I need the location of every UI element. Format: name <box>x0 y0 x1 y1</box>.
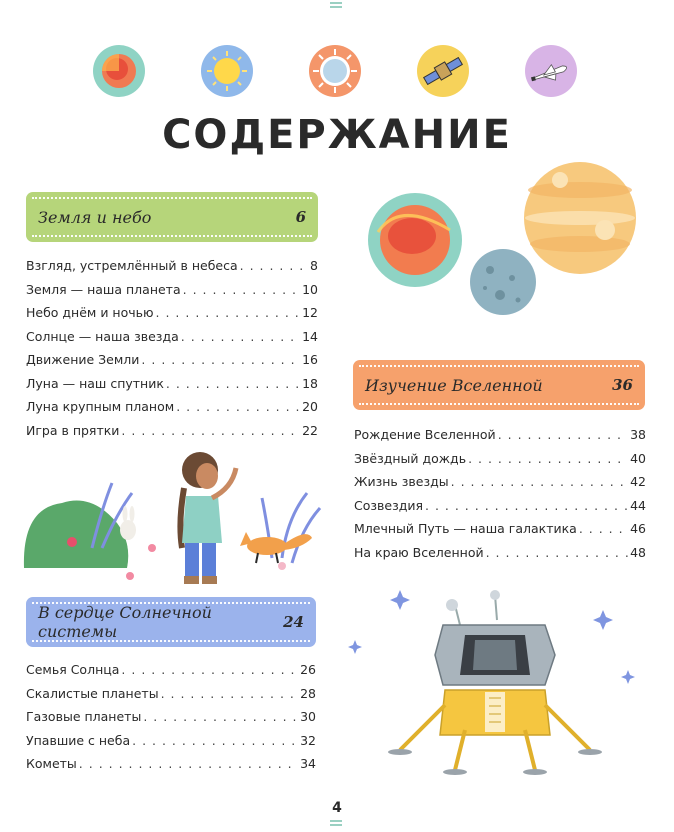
earth-planet-icon <box>368 193 462 287</box>
toc-item-page: 18 <box>302 375 318 391</box>
toc-item[interactable] <box>26 686 316 710</box>
top-marker <box>330 2 342 12</box>
lunar-module-icon <box>388 590 602 775</box>
section-title: В сердце Солнечной системы <box>38 603 212 641</box>
toc-item-title: Земля — наша планета <box>26 281 181 297</box>
toc-item[interactable] <box>26 376 318 400</box>
section-header-universe[interactable] <box>353 360 645 410</box>
section-page: 36 <box>612 376 633 394</box>
toc-item-page: 14 <box>302 328 318 344</box>
toc-item-page: 44 <box>630 497 646 513</box>
toc-item-title: Луна крупным планом <box>26 399 175 414</box>
toc-item-page: 12 <box>302 305 318 320</box>
section-header-earth-sky[interactable] <box>26 192 318 242</box>
toc-item-title: Небо днём и ночью <box>26 305 154 320</box>
section-page: 24 <box>283 613 304 631</box>
toc-item-title: Солнце — наша звезда <box>26 328 179 344</box>
section-title: Изучение Вселенной <box>365 375 543 395</box>
toc-item-page: 16 <box>302 352 318 367</box>
page-number: 4 <box>332 800 342 816</box>
toc-item-page: 30 <box>300 709 316 724</box>
toc-item-title: Семья Солнца <box>26 662 120 677</box>
rocky-planet-icon <box>470 249 536 315</box>
toc-item-page: 20 <box>302 399 318 414</box>
toc-item-title: На краю Вселенной <box>354 544 484 560</box>
toc-item-page: 10 <box>302 281 318 297</box>
toc-item-page: 28 <box>300 685 316 701</box>
toc-item-title: Взгляд, устремлённый в небеса <box>26 258 238 273</box>
toc-item-title: Созвездия <box>354 497 424 513</box>
toc-item-title: Луна — наш спутник <box>26 375 164 391</box>
toc-item-page: 22 <box>302 422 318 438</box>
toc-item-page: 38 <box>630 427 646 442</box>
earth-layers-icon <box>93 45 145 97</box>
toc-item[interactable] <box>26 662 316 686</box>
toc-item-title: Млечный Путь — наша галактика <box>354 521 577 536</box>
toc-item[interactable] <box>354 521 646 545</box>
toc-item[interactable] <box>354 498 646 522</box>
page-title: СОДЕРЖАНИЕ <box>162 112 512 158</box>
toc-list-earth-sky <box>26 258 318 446</box>
toc-item-title: Рождение Вселенной <box>354 427 496 442</box>
toc-list-universe <box>354 427 646 568</box>
toc-item[interactable] <box>26 709 316 733</box>
toc-item-title: Движение Земли <box>26 352 140 367</box>
toc-item-title: Жизнь звезды <box>354 474 449 489</box>
toc-item-page: 34 <box>300 756 316 771</box>
toc-item[interactable] <box>354 474 646 498</box>
toc-item[interactable] <box>26 352 318 376</box>
toc-item[interactable] <box>354 545 646 569</box>
toc-item-title: Кометы <box>26 756 77 771</box>
girl-garden-illustration <box>22 448 322 588</box>
toc-item[interactable] <box>26 305 318 329</box>
toc-item[interactable] <box>354 451 646 475</box>
section-header-solar-system[interactable] <box>26 597 316 647</box>
star-icon <box>309 45 361 97</box>
lunar-module-illustration <box>345 580 645 780</box>
toc-list-solar-system <box>26 662 316 780</box>
toc-item-page: 26 <box>300 662 316 677</box>
toc-item-page: 32 <box>300 732 316 748</box>
toc-item[interactable] <box>26 399 318 423</box>
toc-item[interactable] <box>26 258 318 282</box>
toc-item-title: Звёздный дождь <box>354 450 467 466</box>
toc-item-title: Игра в прятки <box>26 422 120 438</box>
girl-icon <box>180 452 236 584</box>
toc-item-page: 46 <box>630 521 646 536</box>
sun-icon <box>201 45 253 97</box>
toc-item-page: 40 <box>630 450 646 466</box>
section-title: Земля и небо <box>38 207 152 227</box>
bottom-marker <box>330 820 342 828</box>
toc-item[interactable] <box>354 427 646 451</box>
toc-item[interactable] <box>26 733 316 757</box>
gas-giant-icon <box>524 162 636 274</box>
space-shuttle-icon <box>525 45 577 97</box>
toc-item-page: 42 <box>630 474 646 489</box>
toc-item[interactable] <box>26 282 318 306</box>
toc-item[interactable] <box>26 329 318 353</box>
toc-item[interactable] <box>26 423 318 447</box>
section-page: 6 <box>295 208 306 226</box>
fox-icon <box>240 532 312 563</box>
planets-illustration <box>360 160 650 320</box>
bunny-icon <box>120 506 136 540</box>
toc-item-title: Скалистые планеты <box>26 685 159 701</box>
toc-item-title: Газовые планеты <box>26 709 142 724</box>
toc-item[interactable] <box>26 756 316 780</box>
toc-item-page: 8 <box>310 258 318 273</box>
satellite-icon <box>417 45 469 97</box>
toc-item-title: Упавшие с неба <box>26 732 131 748</box>
toc-item-page: 48 <box>630 544 646 560</box>
